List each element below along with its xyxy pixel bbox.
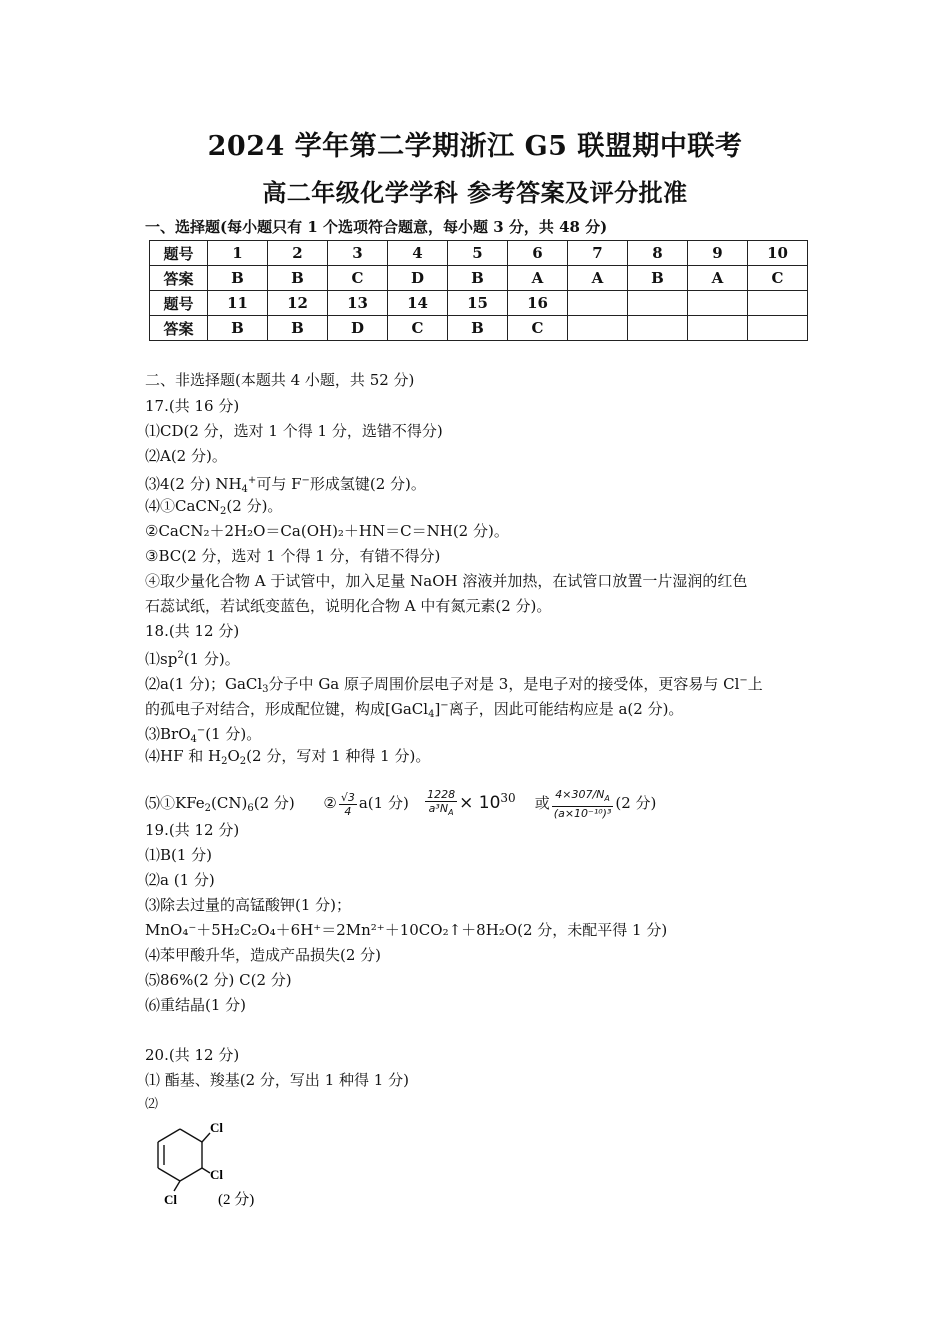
q20-line: ⑴ 酯基、羧基(2 分，写出 1 种得 1 分) (145, 1071, 409, 1089)
table-cell (568, 316, 628, 341)
q18-line: ⑷HF 和 $H_2O_2(2$ 分，写对 1 种得 1 分)。 (145, 747, 431, 767)
table-cell: A (688, 266, 748, 291)
text-run: ] (434, 700, 441, 718)
text-run: ⑵a(1 分)；GaCl (145, 675, 263, 693)
q17-line: ⑴CD(2 分，选对 1 个得 1 分，选错不得分) (145, 422, 443, 440)
q19-line: ⑴B(1 分) (145, 846, 213, 864)
score-label: (2 分) (218, 1192, 255, 1208)
table-row (150, 316, 808, 341)
q17-line: ⑶4(2 分) $NH_4^+$可与 F−形成氢键(2 分)。 (145, 475, 426, 495)
table-cell: 15 (448, 291, 508, 316)
q19-line: ⑵a (1 分) (145, 871, 215, 889)
table-cell: 13 (328, 291, 388, 316)
table-cell: C (508, 316, 568, 341)
q17-line: ④取少量化合物 A 于试管中，加入足量 NaOH 溶液并加热，在试管口放置一片湿润的红色 (145, 572, 748, 590)
formula-fraction: $\frac{4\times 307/N_A}{\text{(a×10⁻¹⁰)³}}$ (553, 788, 612, 820)
text-run: ⑶4(2 分) NH (145, 475, 242, 493)
text-run: (2 分) (253, 794, 295, 812)
text-run: 离子，因此可能结构应是 a(2 分)。 (448, 700, 684, 718)
table-cell: A (568, 266, 628, 291)
table-cell (628, 316, 688, 341)
q17-line: ⑵A(2 分)。 (145, 447, 227, 465)
q20-heading: 20.(共 12 分) (145, 1046, 240, 1064)
page-title: 2024 学年第二学期浙江 G5 联盟期中联考 (207, 131, 743, 162)
table-cell: 9 (688, 241, 748, 266)
table-cell: B (628, 266, 688, 291)
text-run: × 10 (459, 793, 501, 813)
chemical-structure (140, 1115, 280, 1215)
q18-line: $⑸①KFe_2(CN)_6(2$ 分) ② $\frac{√3}{4}$ a(1 分) $\frac{1228}{a^3N_A}$ × $10^{30}$ 或 $\frac{4\times 307/N_A}{\text{(a×10⁻¹⁰)³}}$ (2 分) (145, 788, 657, 820)
table-cell: B (208, 316, 268, 341)
table-cell: 11 (208, 291, 268, 316)
table-cell: 14 (388, 291, 448, 316)
q19-heading: 19.(共 12 分) (145, 821, 240, 839)
section1-heading: 一、选择题(每小题只有 1 个选项符合题意，每小题 3 分，共 48 分) (145, 218, 608, 236)
text-run: (1 分)。 (205, 725, 262, 743)
text-run: 分子中 Ga 原子周围价层电子对是 3，是电子对的接受体，更容易与 Cl (268, 675, 740, 693)
text-run: 上 (747, 675, 763, 693)
q19-line: ⑹重结晶(1 分) (145, 996, 247, 1014)
table-cell: B (208, 266, 268, 291)
q17-line: ②CaCN₂＋2H₂O＝Ca(OH)₂＋HN＝C＝NH(2 分)。 (145, 522, 509, 540)
q17-line: 石蕊试纸，若试纸变蓝色，说明化合物 A 中有氮元素(2 分)。 (145, 597, 552, 615)
table-cell: B (448, 316, 508, 341)
row-label: 答案 (150, 316, 208, 341)
q17-line: ③BC(2 分，选对 1 个得 1 分，有错不得分) (145, 547, 441, 565)
table-row (150, 291, 808, 316)
text-run: ⑴sp (145, 650, 178, 668)
text-run: ② (323, 794, 337, 812)
section2-heading: 二、非选择题(本题共 4 小题，共 52 分) (145, 371, 415, 389)
row-label: 题号 (150, 291, 208, 316)
chlorine-label: Cl (164, 1192, 177, 1207)
table-cell: 10 (748, 241, 808, 266)
table-cell: D (388, 266, 448, 291)
text-run: 的孤电子对结合，形成配位键，构成[GaCl (145, 700, 429, 718)
table-cell: B (268, 316, 328, 341)
table-cell: C (328, 266, 388, 291)
row-label: 答案 (150, 266, 208, 291)
table-cell: 7 (568, 241, 628, 266)
q19-line: ⑶除去过量的高锰酸钾(1 分)； (145, 896, 352, 914)
formula-fraction: $\frac{√3}{4}$ (340, 790, 355, 818)
chlorine-label: Cl (210, 1167, 223, 1182)
q18-line: ⑶BrO$_4$−(1 分)。 (145, 725, 262, 745)
q18-line: 的孤电子对结合，形成配位键，构成[GaCl$_4$]−离子，因此可能结构应是 a(2 分)。 (145, 700, 684, 720)
table-cell: B (268, 266, 328, 291)
table-row (150, 266, 808, 291)
q19-line: ⑸86%(2 分) C(2 分) (145, 971, 292, 989)
q20-line: ⑵ (145, 1097, 159, 1112)
text-run: 或 (534, 794, 550, 812)
table-cell: D (328, 316, 388, 341)
table-cell (748, 316, 808, 341)
table-cell: 16 (508, 291, 568, 316)
table-cell: C (388, 316, 448, 341)
table-cell (628, 291, 688, 316)
table-cell: 1 (208, 241, 268, 266)
text-run: a(1 分) (358, 794, 409, 812)
table-cell: 8 (628, 241, 688, 266)
text-run: ⑷HF 和 H (145, 747, 222, 765)
table-cell: 4 (388, 241, 448, 266)
answer-table (149, 240, 808, 341)
text-run: 可与 F (256, 475, 302, 493)
formula-fraction: $\frac{1228}{a^3N_A}$ (427, 788, 456, 818)
q19-line: MnO₄⁻＋5H₂C₂O₄＋6H⁺＝2Mn²⁺＋10CO₂↑＋8H₂O(2 分，未配平得 1 分) (145, 921, 668, 939)
text-run: O (227, 747, 240, 765)
text-run: (2 分，写对 1 种得 1 分)。 (246, 747, 431, 765)
table-row (150, 241, 808, 266)
text-run: ⑸①KFe (145, 794, 205, 812)
text-run: 形成氢键(2 分)。 (309, 475, 426, 493)
table-cell: 6 (508, 241, 568, 266)
text-run: (1 分)。 (183, 650, 240, 668)
table-cell (688, 291, 748, 316)
table-cell: 12 (268, 291, 328, 316)
q18-heading: 18.(共 12 分) (145, 622, 240, 640)
table-cell: 3 (328, 241, 388, 266)
table-cell: 2 (268, 241, 328, 266)
cyclohexene-ring (158, 1129, 210, 1191)
text-run: ⑶BrO (145, 725, 191, 743)
table-cell (748, 291, 808, 316)
q18-line: $⑴sp^2(1$ 分)。 (145, 650, 240, 668)
text-run: (2 分)。 (226, 497, 283, 515)
q19-line: ⑷苯甲酸升华，造成产品损失(2 分) (145, 946, 382, 964)
q17-line: ⑷①CaCN$_2$(2 分)。 (145, 497, 283, 517)
table-cell (688, 316, 748, 341)
text-run: (CN) (211, 794, 248, 812)
chlorine-label: Cl (210, 1120, 223, 1135)
q17-heading: 17.(共 16 分) (145, 397, 240, 415)
table-cell: A (508, 266, 568, 291)
table-cell: B (448, 266, 508, 291)
text-run: ⑷①CaCN (145, 497, 221, 515)
text-run: (2 分) (615, 794, 657, 812)
table-cell (568, 291, 628, 316)
row-label: 题号 (150, 241, 208, 266)
q18-line: ⑵a(1 分)；GaCl$_3$分子中 Ga 原子周围价层电子对是 3，是电子对的接受体，更容易与 Cl−上 (145, 675, 763, 695)
page-subtitle: 高二年级化学学科 参考答案及评分批准 (262, 178, 688, 207)
table-cell: 5 (448, 241, 508, 266)
table-cell: C (748, 266, 808, 291)
